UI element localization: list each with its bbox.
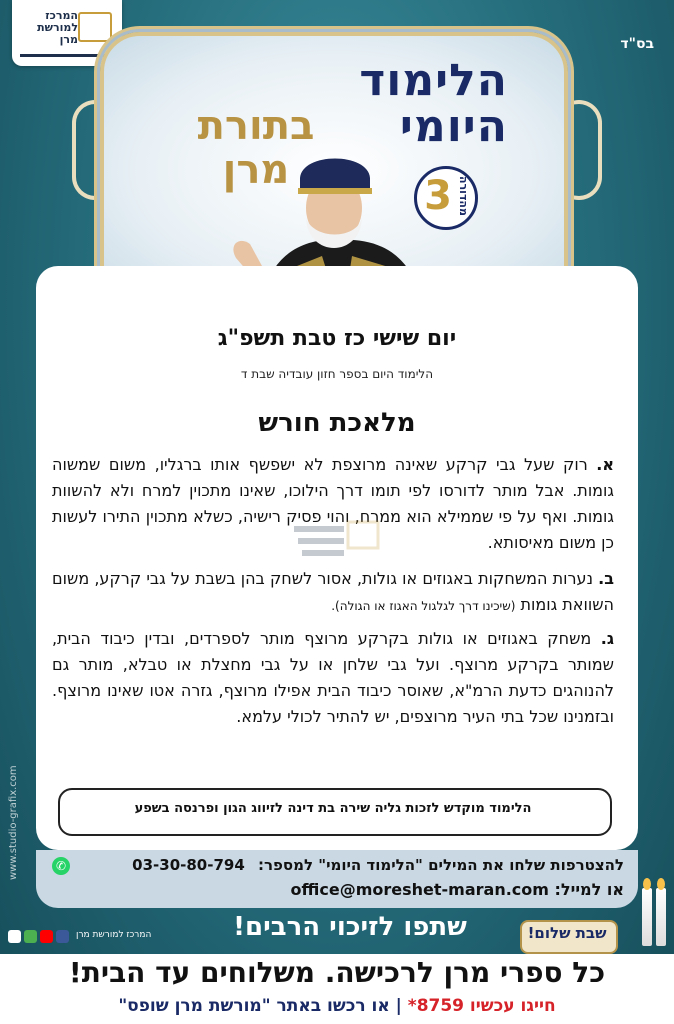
logo-name: המרכז למורשת מרן bbox=[37, 9, 78, 46]
ad-subline bbox=[0, 996, 674, 1016]
bsd-mark: בס"ד bbox=[620, 36, 654, 52]
dedication-text: הלימוד מוקדש לזכות גליה שירה בת דינה לזיווג הגון ופרנסה בשפע bbox=[134, 801, 532, 816]
whatsapp-icon: ✆ bbox=[52, 857, 70, 875]
topic-heading: מלאכת חורש bbox=[258, 408, 416, 438]
flame-icon bbox=[643, 878, 651, 890]
email-label: או למייל: bbox=[554, 880, 624, 899]
paragraph-1-text: רוק שעל גבי קרקע שאינה מרוצפת לא ישפשף אותו ברגליו, משום שמשוה גומות. אבל מותר לדורסו לפי תומו דרך הילוכו, שאינו מתכוין למרח ולא להשוות גומות. ואף על פי שממילא הוא ממרח, והוי פסיק רישיה, כשלא מתכוין התירו לעשות כן משום מאיסותא. bbox=[52, 455, 614, 552]
join-phone[interactable]: 03-30-80-794 bbox=[132, 856, 245, 874]
watermark-logo bbox=[288, 512, 388, 572]
title-line-1: הלימוד bbox=[359, 55, 508, 106]
paragraph-2-text: נערות המשחקות באגוזים או גולות, אסור לשחק בהן בשבת על גבי קרקע, משום השוואת גומות bbox=[52, 569, 614, 614]
play-store-icon bbox=[24, 930, 37, 943]
subtitle-line-2: מרן bbox=[222, 147, 290, 193]
subtitle-line-1: בתורת bbox=[197, 103, 315, 149]
google-icon bbox=[8, 930, 21, 943]
title-line-2: היומי bbox=[399, 101, 508, 152]
edition-number: 3 bbox=[424, 173, 452, 219]
shabbat-text: שבת שלום! bbox=[527, 924, 607, 942]
social-name: המרכז למורשת מרן bbox=[76, 930, 152, 940]
join-instructions: להצטרפות שלחו את המילים "הלימוד היומי" למספר: bbox=[258, 856, 624, 874]
paragraph-1-letter: א. bbox=[596, 455, 615, 474]
paragraph-2-note: (שיכינו דרך לגלגול האגוז או הגולה). bbox=[331, 599, 516, 613]
flame-icon bbox=[657, 878, 665, 890]
join-line-1 bbox=[64, 856, 624, 874]
book-icon bbox=[78, 12, 112, 42]
ad-phone[interactable]: חייגו עכשיו 8759* bbox=[407, 996, 556, 1016]
paragraph-3-letter: ג. bbox=[600, 629, 614, 648]
ad-headline: כל ספרי מרן לרכישה. משלוחים עד הבית! bbox=[68, 956, 606, 989]
ad-rest: | או רכשו באתר "מורשת מרן שופס" bbox=[118, 996, 408, 1016]
paragraph-3-text: משחק באגוזים או גולות בקרקע מרוצף מותר לספרדים, ובדין כיבוד הבית, שמותר בקרקע מרוצף. ועל גבי שלחן או על גבי מחצלת או טבלא, מותר גם להנוהגים כדעת הרמ"א, שאוסר כיבוד הבית אפילו מרוצף, גזרה אטו שאינו מרוצף. ובזמנינו שכל בתי העיר מרוצפים, יש להתיר לכולי עלמא. bbox=[52, 629, 614, 726]
paragraph-2-letter: ב. bbox=[598, 569, 614, 588]
join-line-2 bbox=[64, 880, 624, 899]
candle-icon bbox=[656, 888, 666, 946]
facebook-icon bbox=[56, 930, 69, 943]
email-link[interactable]: office@moreshet-maran.com bbox=[290, 880, 549, 899]
paragraph-3 bbox=[52, 626, 614, 730]
share-callout: שתפו לזיכוי הרבים! bbox=[233, 912, 467, 942]
logo-divider bbox=[20, 54, 114, 57]
edition-label: מהדורה bbox=[457, 176, 470, 216]
paragraph-2 bbox=[52, 566, 614, 619]
source-line: הלימוד היום בספר חזון עובדיה שבת ד bbox=[240, 367, 434, 381]
candle-icon bbox=[642, 888, 652, 946]
studio-url: www.studio-grafix.com bbox=[8, 765, 19, 880]
hebrew-date: יום שישי כז טבת תשפ"ג bbox=[217, 326, 457, 351]
youtube-icon bbox=[40, 930, 53, 943]
